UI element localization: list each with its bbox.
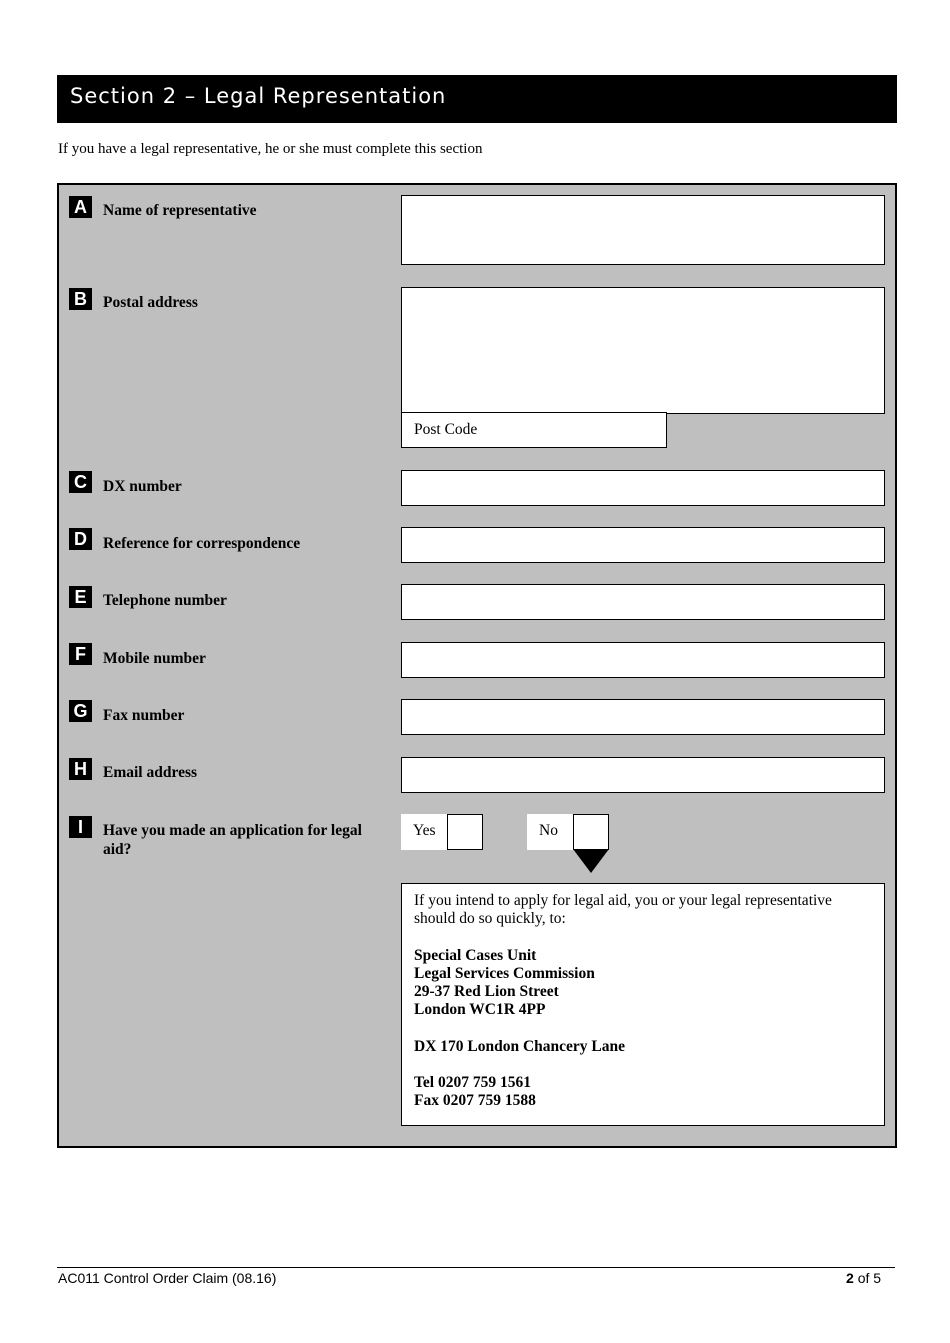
telephone-input[interactable] [401, 584, 885, 620]
no-option-label: No [527, 814, 573, 850]
yes-option-label: Yes [401, 814, 447, 850]
info-dx: DX 170 London Chancery Lane [414, 1037, 625, 1055]
email-label: Email address [103, 764, 198, 781]
field-letter-a: A [69, 196, 92, 218]
info-intro-line2: should do so quickly, to: [414, 910, 566, 928]
telephone-label: Telephone number [103, 592, 227, 609]
info-fax: Fax 0207 759 1588 [414, 1092, 536, 1110]
field-letter-d: D [69, 528, 92, 550]
fax-label: Fax number [103, 707, 185, 724]
section-intro: If you have a legal representative, he or she must complete this section [58, 141, 483, 157]
legal-aid-question-line1: Have you made an application for legal [103, 822, 362, 839]
fax-input[interactable] [401, 699, 885, 735]
mobile-label: Mobile number [103, 650, 206, 667]
field-letter-f: F [69, 643, 92, 665]
reference-label: Reference for correspondence [103, 535, 301, 552]
field-letter-c: C [69, 471, 92, 493]
postcode-label: Post Code [414, 421, 478, 438]
no-checkbox[interactable] [573, 814, 609, 850]
page-current: 2 [846, 1270, 854, 1286]
info-address-line1: Special Cases Unit [414, 946, 537, 964]
field-letter-b: B [69, 288, 92, 310]
representative-name-input[interactable] [401, 195, 885, 265]
postal-address-label: Postal address [103, 294, 198, 311]
section-title: Section 2 – Legal Representation [57, 75, 897, 123]
footer-divider [57, 1267, 895, 1268]
field-letter-g: G [69, 700, 92, 722]
info-intro-line1: If you intend to apply for legal aid, you or your legal representative [414, 892, 832, 909]
field-letter-e: E [69, 586, 92, 608]
info-address-line2: Legal Services Commission [414, 964, 595, 982]
field-letter-h: H [69, 758, 92, 780]
email-input[interactable] [401, 757, 885, 793]
postal-address-input[interactable] [401, 287, 885, 414]
dx-number-input[interactable] [401, 470, 885, 506]
form-reference: AC011 Control Order Claim (08.16) [58, 1270, 277, 1286]
legal-aid-question [103, 821, 388, 859]
mobile-input[interactable] [401, 642, 885, 678]
representative-name-label: Name of representative [103, 202, 257, 219]
info-tel: Tel 0207 759 1561 [414, 1074, 531, 1092]
info-address-line4: London WC1R 4PP [414, 1001, 546, 1019]
arrow-down-icon [573, 849, 609, 873]
dx-number-label: DX number [103, 478, 182, 495]
postcode-field[interactable] [401, 412, 667, 448]
page-total: of 5 [857, 1270, 882, 1286]
info-address-line3: 29-37 Red Lion Street [414, 983, 559, 1001]
legal-aid-info-box [401, 883, 885, 1126]
page-indicator [846, 1270, 881, 1286]
legal-aid-question-line2: aid? [103, 841, 132, 858]
field-letter-i: I [69, 816, 92, 838]
reference-input[interactable] [401, 527, 885, 563]
yes-checkbox[interactable] [447, 814, 483, 850]
